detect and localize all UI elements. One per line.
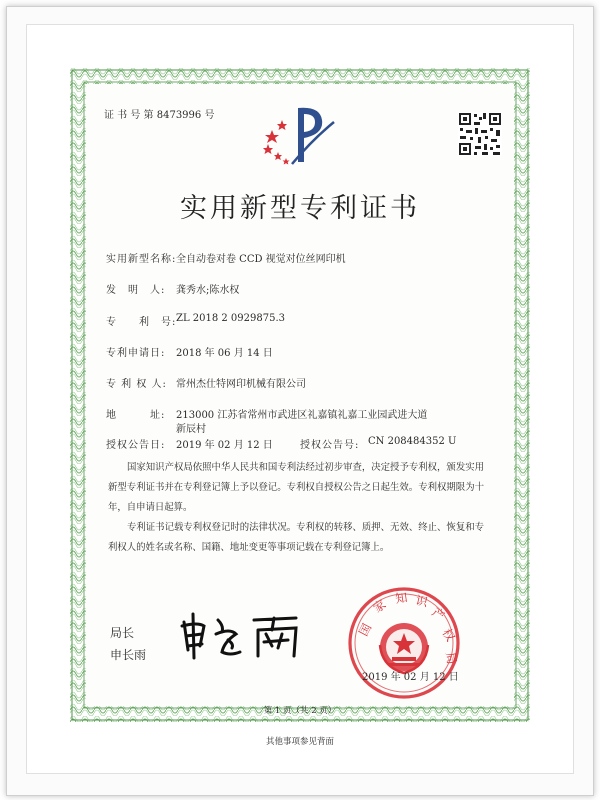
patent-number-label: 专 利 号: — [106, 317, 177, 328]
address-label: 地 址: — [106, 410, 166, 421]
certificate-number-label: 证 书 号 第 — [104, 110, 154, 121]
filing-date-value: 2018 年 06 月 14 日 — [176, 348, 273, 359]
inventor-label: 发 明 人: — [106, 285, 166, 296]
certificate-number: 8473996 — [156, 110, 202, 121]
grant-number-label: 授权公告号: — [300, 440, 360, 451]
patent-number-value: ZL 2018 2 0929875.3 — [176, 313, 286, 324]
official-seal — [346, 585, 462, 701]
certificate-number-suffix: 号 — [204, 110, 215, 121]
svg-text:权: 权 — [439, 626, 458, 644]
name-label: 实用新型名称: — [106, 254, 177, 265]
address-line-1: 213000 江苏省常州市武进区礼嘉镇礼嘉工业园武进大道 — [176, 410, 428, 421]
svg-text:识: 识 — [414, 593, 430, 610]
svg-text:局: 局 — [443, 651, 459, 666]
back-note: 其他事项参见背面 — [265, 737, 334, 747]
cnipa-logo — [262, 100, 342, 168]
grant-statement-paragraph: 国家知识产权局依照中华人民共和国专利法经过初步审查，决定授予专利权，颁发实用新型专利证书并在专利登记簿上予以登记。专利权自授权公告之日起生效。专利权期限为十年，自申请日起算。 — [108, 462, 484, 513]
grant-number-value: CN 208484352 U — [368, 436, 457, 447]
qr-code-icon — [458, 112, 502, 156]
address-line-2: 新辰村 — [176, 424, 206, 435]
grant-date-label: 授权公告日: — [106, 440, 166, 451]
handwritten-signature — [178, 612, 306, 660]
seal-date: 2019 年 02 月 12 日 — [362, 672, 459, 683]
svg-text:知: 知 — [394, 590, 409, 606]
svg-text:家: 家 — [370, 597, 389, 616]
svg-text:产: 产 — [429, 604, 448, 624]
legal-status-paragraph: 专利证书记载专利权登记时的法律状况。专利权的转移、质押、无效、终止、恢复和专利权人的姓名或名称、国籍、地址变更等事项记载在专利登记簿上。 — [108, 522, 484, 553]
page-indicator: 第 1 页（共 2 页） — [263, 706, 337, 716]
name-value: 全自动卷对卷 CCD 视觉对位丝网印机 — [176, 254, 346, 265]
patentee-value: 常州杰仕特网印机械有限公司 — [176, 379, 306, 390]
patentee-label: 专 利 权 人: — [106, 379, 167, 390]
filing-date-label: 专利申请日: — [106, 348, 166, 359]
signatory-title: 局长 — [110, 626, 135, 640]
svg-text:国: 国 — [356, 621, 375, 639]
certificate-title: 实用新型专利证书 — [180, 193, 420, 224]
grant-date-value: 2019 年 02 月 12 日 — [176, 440, 273, 451]
inventor-value: 龚秀水;陈水权 — [176, 285, 240, 296]
certificate-number-line — [104, 106, 214, 121]
signatory-name: 申长雨 — [110, 648, 147, 662]
